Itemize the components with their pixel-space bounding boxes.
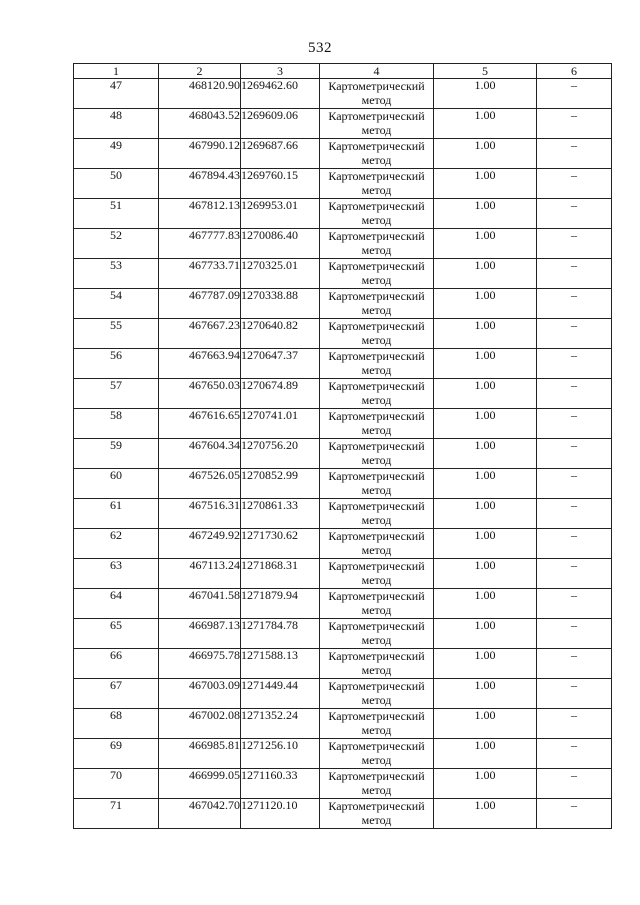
method-line-2: метод (361, 723, 392, 737)
point-number-cell: 58 (74, 409, 159, 439)
x-coordinate-cell: 467777.83 (159, 229, 241, 259)
table-row (74, 139, 612, 169)
method-cell (320, 649, 434, 679)
note-cell: – (537, 319, 612, 349)
method-line-2: метод (361, 363, 392, 377)
point-number-cell: 49 (74, 139, 159, 169)
method-line-2: метод (361, 603, 392, 617)
method-line-2: метод (361, 663, 392, 677)
y-coordinate-cell: 1270640.82 (241, 319, 320, 349)
method-line-1: Картометрический (328, 289, 425, 303)
accuracy-cell: 1.00 (434, 379, 537, 409)
x-coordinate-cell: 466999.05 (159, 769, 241, 799)
accuracy-cell: 1.00 (434, 229, 537, 259)
point-number-cell: 60 (74, 469, 159, 499)
method-line-2: метод (361, 393, 392, 407)
method-cell (320, 529, 434, 559)
table-row (74, 529, 612, 559)
method-cell (320, 199, 434, 229)
method-line-2: метод (361, 813, 392, 827)
method-line-1: Картометрический (328, 469, 425, 483)
x-coordinate-cell: 467663.94 (159, 349, 241, 379)
column-header-2: 2 (159, 64, 241, 79)
x-coordinate-cell: 466985.81 (159, 739, 241, 769)
y-coordinate-cell: 1270674.89 (241, 379, 320, 409)
note-cell: – (537, 289, 612, 319)
table-row (74, 589, 612, 619)
accuracy-cell: 1.00 (434, 289, 537, 319)
method-cell (320, 799, 434, 829)
method-line-2: метод (361, 183, 392, 197)
method-line-2: метод (361, 153, 392, 167)
note-cell: – (537, 109, 612, 139)
accuracy-cell: 1.00 (434, 79, 537, 109)
point-number-cell: 62 (74, 529, 159, 559)
x-coordinate-cell: 467604.34 (159, 439, 241, 469)
note-cell: – (537, 559, 612, 589)
note-cell: – (537, 439, 612, 469)
accuracy-cell: 1.00 (434, 469, 537, 499)
method-cell (320, 289, 434, 319)
table-row (74, 169, 612, 199)
accuracy-cell: 1.00 (434, 259, 537, 289)
method-line-1: Картометрический (328, 109, 425, 123)
x-coordinate-cell: 467113.24 (159, 559, 241, 589)
point-number-cell: 67 (74, 679, 159, 709)
x-coordinate-cell: 467249.92 (159, 529, 241, 559)
table-row (74, 319, 612, 349)
note-cell: – (537, 169, 612, 199)
column-header-1: 1 (74, 64, 159, 79)
y-coordinate-cell: 1270338.88 (241, 289, 320, 319)
method-line-1: Картометрический (328, 349, 425, 363)
accuracy-cell: 1.00 (434, 439, 537, 469)
method-line-2: метод (361, 783, 392, 797)
method-cell (320, 559, 434, 589)
method-cell (320, 409, 434, 439)
x-coordinate-cell: 467042.70 (159, 799, 241, 829)
x-coordinate-cell: 468043.52 (159, 109, 241, 139)
y-coordinate-cell: 1271784.78 (241, 619, 320, 649)
accuracy-cell: 1.00 (434, 499, 537, 529)
method-line-1: Картометрический (328, 409, 425, 423)
method-line-1: Картометрический (328, 319, 425, 333)
table-row (74, 79, 612, 109)
note-cell: – (537, 259, 612, 289)
note-cell: – (537, 619, 612, 649)
table-row (74, 649, 612, 679)
x-coordinate-cell: 468120.90 (159, 79, 241, 109)
method-cell (320, 349, 434, 379)
x-coordinate-cell: 467002.08 (159, 709, 241, 739)
coordinates-table (73, 63, 612, 829)
y-coordinate-cell: 1271730.62 (241, 529, 320, 559)
x-coordinate-cell: 466987.13 (159, 619, 241, 649)
note-cell: – (537, 79, 612, 109)
x-coordinate-cell: 466975.78 (159, 649, 241, 679)
x-coordinate-cell: 467516.31 (159, 499, 241, 529)
accuracy-cell: 1.00 (434, 139, 537, 169)
table-body (74, 79, 612, 829)
table-row (74, 739, 612, 769)
y-coordinate-cell: 1271160.33 (241, 769, 320, 799)
method-cell (320, 499, 434, 529)
table-row (74, 799, 612, 829)
method-line-2: метод (361, 543, 392, 557)
table-row (74, 709, 612, 739)
method-line-1: Картометрический (328, 799, 425, 813)
table-row (74, 619, 612, 649)
column-header-3: 3 (241, 64, 320, 79)
table-row (74, 469, 612, 499)
point-number-cell: 56 (74, 349, 159, 379)
table-row (74, 199, 612, 229)
method-line-1: Картометрический (328, 79, 425, 93)
accuracy-cell: 1.00 (434, 769, 537, 799)
y-coordinate-cell: 1270741.01 (241, 409, 320, 439)
note-cell: – (537, 469, 612, 499)
method-line-1: Картометрический (328, 379, 425, 393)
table-row (74, 289, 612, 319)
method-line-1: Картометрический (328, 229, 425, 243)
accuracy-cell: 1.00 (434, 649, 537, 679)
note-cell: – (537, 739, 612, 769)
y-coordinate-cell: 1271120.10 (241, 799, 320, 829)
point-number-cell: 70 (74, 769, 159, 799)
point-number-cell: 55 (74, 319, 159, 349)
point-number-cell: 63 (74, 559, 159, 589)
x-coordinate-cell: 467667.23 (159, 319, 241, 349)
method-line-1: Картометрический (328, 649, 425, 663)
method-line-2: метод (361, 693, 392, 707)
note-cell: – (537, 409, 612, 439)
method-cell (320, 169, 434, 199)
accuracy-cell: 1.00 (434, 739, 537, 769)
point-number-cell: 48 (74, 109, 159, 139)
x-coordinate-cell: 467990.12 (159, 139, 241, 169)
x-coordinate-cell: 467787.09 (159, 289, 241, 319)
method-cell (320, 469, 434, 499)
method-line-1: Картометрический (328, 739, 425, 753)
y-coordinate-cell: 1271868.31 (241, 559, 320, 589)
point-number-cell: 50 (74, 169, 159, 199)
method-line-1: Картометрический (328, 139, 425, 153)
method-line-1: Картометрический (328, 769, 425, 783)
method-cell (320, 769, 434, 799)
y-coordinate-cell: 1269609.06 (241, 109, 320, 139)
column-header-4: 4 (320, 64, 434, 79)
x-coordinate-cell: 467733.71 (159, 259, 241, 289)
note-cell: – (537, 709, 612, 739)
point-number-cell: 71 (74, 799, 159, 829)
method-cell (320, 259, 434, 289)
table-row (74, 229, 612, 259)
method-line-1: Картометрический (328, 529, 425, 543)
point-number-cell: 54 (74, 289, 159, 319)
method-line-1: Картометрический (328, 499, 425, 513)
method-line-1: Картометрический (328, 439, 425, 453)
x-coordinate-cell: 467526.05 (159, 469, 241, 499)
note-cell: – (537, 589, 612, 619)
accuracy-cell: 1.00 (434, 529, 537, 559)
header-row (74, 64, 612, 79)
method-line-2: метод (361, 633, 392, 647)
method-line-1: Картометрический (328, 619, 425, 633)
table-row (74, 259, 612, 289)
method-line-1: Картометрический (328, 169, 425, 183)
accuracy-cell: 1.00 (434, 409, 537, 439)
method-cell (320, 139, 434, 169)
table-row (74, 109, 612, 139)
page-number: 532 (308, 40, 332, 56)
note-cell: – (537, 649, 612, 679)
note-cell: – (537, 769, 612, 799)
point-number-cell: 65 (74, 619, 159, 649)
point-number-cell: 66 (74, 649, 159, 679)
y-coordinate-cell: 1270852.99 (241, 469, 320, 499)
method-line-2: метод (361, 303, 392, 317)
note-cell: – (537, 379, 612, 409)
note-cell: – (537, 499, 612, 529)
method-cell (320, 109, 434, 139)
method-line-2: метод (361, 213, 392, 227)
table-row (74, 409, 612, 439)
y-coordinate-cell: 1270325.01 (241, 259, 320, 289)
y-coordinate-cell: 1271588.13 (241, 649, 320, 679)
accuracy-cell: 1.00 (434, 109, 537, 139)
accuracy-cell: 1.00 (434, 799, 537, 829)
accuracy-cell: 1.00 (434, 709, 537, 739)
method-cell (320, 439, 434, 469)
method-line-1: Картометрический (328, 589, 425, 603)
table-row (74, 559, 612, 589)
method-line-2: метод (361, 93, 392, 107)
method-line-2: метод (361, 423, 392, 437)
point-number-cell: 52 (74, 229, 159, 259)
y-coordinate-cell: 1270086.40 (241, 229, 320, 259)
table-row (74, 679, 612, 709)
y-coordinate-cell: 1269953.01 (241, 199, 320, 229)
method-cell (320, 709, 434, 739)
point-number-cell: 51 (74, 199, 159, 229)
accuracy-cell: 1.00 (434, 559, 537, 589)
table-row (74, 439, 612, 469)
accuracy-cell: 1.00 (434, 619, 537, 649)
method-line-2: метод (361, 123, 392, 137)
accuracy-cell: 1.00 (434, 169, 537, 199)
table-row (74, 379, 612, 409)
y-coordinate-cell: 1269760.15 (241, 169, 320, 199)
method-line-2: метод (361, 333, 392, 347)
column-header-6: 6 (537, 64, 612, 79)
y-coordinate-cell: 1271256.10 (241, 739, 320, 769)
method-line-2: метод (361, 453, 392, 467)
point-number-cell: 53 (74, 259, 159, 289)
point-number-cell: 57 (74, 379, 159, 409)
method-cell (320, 739, 434, 769)
note-cell: – (537, 139, 612, 169)
x-coordinate-cell: 467041.58 (159, 589, 241, 619)
y-coordinate-cell: 1269687.66 (241, 139, 320, 169)
x-coordinate-cell: 467003.09 (159, 679, 241, 709)
accuracy-cell: 1.00 (434, 349, 537, 379)
method-cell (320, 319, 434, 349)
method-cell (320, 589, 434, 619)
method-line-2: метод (361, 273, 392, 287)
accuracy-cell: 1.00 (434, 319, 537, 349)
x-coordinate-cell: 467616.65 (159, 409, 241, 439)
column-header-5: 5 (434, 64, 537, 79)
y-coordinate-cell: 1271352.24 (241, 709, 320, 739)
accuracy-cell: 1.00 (434, 589, 537, 619)
y-coordinate-cell: 1270861.33 (241, 499, 320, 529)
method-line-1: Картометрический (328, 559, 425, 573)
method-line-2: метод (361, 243, 392, 257)
y-coordinate-cell: 1270756.20 (241, 439, 320, 469)
accuracy-cell: 1.00 (434, 199, 537, 229)
point-number-cell: 59 (74, 439, 159, 469)
x-coordinate-cell: 467812.13 (159, 199, 241, 229)
note-cell: – (537, 799, 612, 829)
method-line-1: Картометрический (328, 199, 425, 213)
x-coordinate-cell: 467650.03 (159, 379, 241, 409)
note-cell: – (537, 199, 612, 229)
method-line-1: Картометрический (328, 709, 425, 723)
method-line-2: метод (361, 753, 392, 767)
method-cell (320, 79, 434, 109)
point-number-cell: 69 (74, 739, 159, 769)
note-cell: – (537, 679, 612, 709)
method-line-2: метод (361, 573, 392, 587)
note-cell: – (537, 229, 612, 259)
point-number-cell: 61 (74, 499, 159, 529)
table-row (74, 349, 612, 379)
table-row (74, 499, 612, 529)
point-number-cell: 47 (74, 79, 159, 109)
method-cell (320, 379, 434, 409)
x-coordinate-cell: 467894.43 (159, 169, 241, 199)
method-line-2: метод (361, 483, 392, 497)
method-line-1: Картометрический (328, 679, 425, 693)
method-cell (320, 229, 434, 259)
method-line-1: Картометрический (328, 259, 425, 273)
point-number-cell: 64 (74, 589, 159, 619)
note-cell: – (537, 529, 612, 559)
y-coordinate-cell: 1270647.37 (241, 349, 320, 379)
y-coordinate-cell: 1271879.94 (241, 589, 320, 619)
y-coordinate-cell: 1271449.44 (241, 679, 320, 709)
method-cell (320, 619, 434, 649)
note-cell: – (537, 349, 612, 379)
method-line-2: метод (361, 513, 392, 527)
accuracy-cell: 1.00 (434, 679, 537, 709)
point-number-cell: 68 (74, 709, 159, 739)
table-row (74, 769, 612, 799)
method-cell (320, 679, 434, 709)
y-coordinate-cell: 1269462.60 (241, 79, 320, 109)
